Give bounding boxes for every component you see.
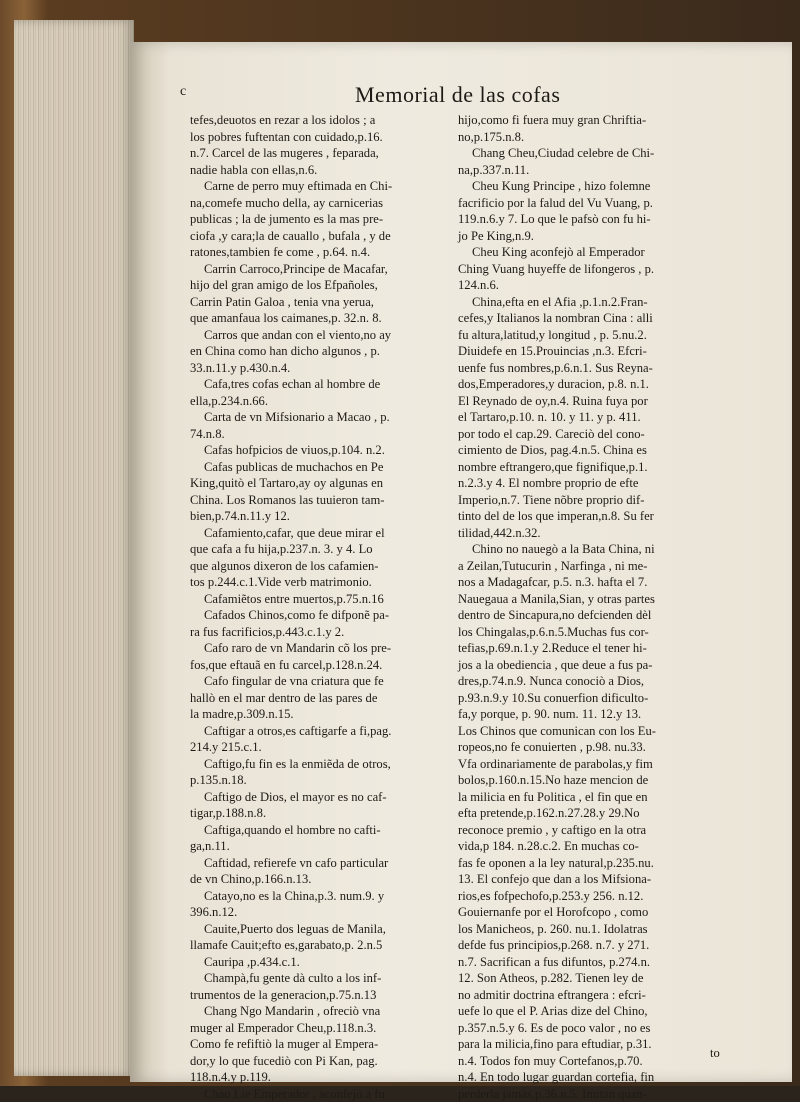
text-line: hallò en el mar dentro de las pares de bbox=[190, 690, 428, 707]
text-line: los Chingalas,p.6.n.5.Muchas fus cor- bbox=[458, 624, 696, 641]
text-line: Carros que andan con el viento,no ay bbox=[190, 327, 428, 344]
text-line: 396.n.12. bbox=[190, 904, 428, 921]
text-line: cefes,y Italianos la nombran Cina : alli bbox=[458, 310, 696, 327]
text-line: ciofa ,y cara;la de cauallo , bufala , y de bbox=[190, 228, 428, 245]
text-line: ella,p.234.n.66. bbox=[190, 393, 428, 410]
text-line: Diuidefe en 15.Prouincias ,n.3. Efcri- bbox=[458, 343, 696, 360]
text-line: Catayo,no es la China,p.3. num.9. y bbox=[190, 888, 428, 905]
text-line: cimiento de Dios, pag.4.n.5. China es bbox=[458, 442, 696, 459]
text-line: n.7. Sacrifican a fus difuntos, p.274.n. bbox=[458, 954, 696, 971]
text-line: Vfa ordinariamente de parabolas,y fim bbox=[458, 756, 696, 773]
text-line: ratones,tambien fe come , p.64. n.4. bbox=[190, 244, 428, 261]
text-line: n.4. En todo lugar guardan cortefia, fin bbox=[458, 1069, 696, 1086]
text-line: Cafo raro de vn Mandarin cõ los pre- bbox=[190, 640, 428, 657]
text-line: 214.y 215.c.1. bbox=[190, 739, 428, 756]
text-line: que algunos dixeron de los cafamien- bbox=[190, 558, 428, 575]
text-line: que amanfaua los caimanes,p. 32.n. 8. bbox=[190, 310, 428, 327]
text-line: Chang Ngo Mandarin , ofreciò vna bbox=[190, 1003, 428, 1020]
text-line: nadie habla con ellas,n.6. bbox=[190, 162, 428, 179]
text-line: na,comefe mucho della, ay carnicerias bbox=[190, 195, 428, 212]
text-line: dos,Emperadores,y duracion, p.8. n.1. bbox=[458, 376, 696, 393]
text-line: Como fe refiftiò la muger al Empera- bbox=[190, 1036, 428, 1053]
text-line: Cheu King aconfejò al Emperador bbox=[458, 244, 696, 261]
text-line: rios,es fofpechofo,p.253.y 256. n.12. bbox=[458, 888, 696, 905]
text-line: n.7. Carcel de las mugeres , feparada, bbox=[190, 145, 428, 162]
text-line: China. Los Romanos las tuuieron tam- bbox=[190, 492, 428, 509]
text-line: Cafo fingular de vna criatura que fe bbox=[190, 673, 428, 690]
text-line: jo Pe King,n.9. bbox=[458, 228, 696, 245]
text-line: reconoce premio , y caftigo en la otra bbox=[458, 822, 696, 839]
text-line: los Manicheos, p. 260. nu.1. Idolatras bbox=[458, 921, 696, 938]
page-mark: c bbox=[180, 84, 186, 100]
text-line: Caftigo de Dios, el mayor es no caf- bbox=[190, 789, 428, 806]
text-line: nombre eftrangero,que fignifique,p.1. bbox=[458, 459, 696, 476]
text-line: Cheu Kung Principe , hizo folemne bbox=[458, 178, 696, 195]
text-line: muger al Emperador Cheu,p.118.n.3. bbox=[190, 1020, 428, 1037]
text-line: facrificio por la falud del Vu Vuang, p. bbox=[458, 195, 696, 212]
text-line: tinto del de los que imperan,n.8. Su fer bbox=[458, 508, 696, 525]
catchword: to bbox=[710, 1046, 720, 1061]
running-header: Memorial de las cofas bbox=[355, 82, 560, 108]
text-line: de vn Chino,p.166.n.13. bbox=[190, 871, 428, 888]
text-line: uenfe fus nombres,p.6.n.1. Sus Reyna- bbox=[458, 360, 696, 377]
text-line: ga,n.11. bbox=[190, 838, 428, 855]
text-line: defde fus principios,p.268. n.7. y 271. bbox=[458, 937, 696, 954]
text-line: 33.n.11.y p.430.n.4. bbox=[190, 360, 428, 377]
text-line: Carne de perro muy eftimada en Chi- bbox=[190, 178, 428, 195]
text-line: Ching Vuang huyeffe de lifongeros , p. bbox=[458, 261, 696, 278]
text-line: en China como han dicho algunos , p. bbox=[190, 343, 428, 360]
text-line: bolos,p.160.n.15.No haze mencion de bbox=[458, 772, 696, 789]
text-line: China,efta en el Afia ,p.1.n.2.Fran- bbox=[458, 294, 696, 311]
left-column bbox=[190, 112, 428, 1102]
page-edges bbox=[14, 20, 134, 1076]
text-line: Cauripa ,p.434.c.1. bbox=[190, 954, 428, 971]
text-line: Gouiernanfe por el Horofcopo , como bbox=[458, 904, 696, 921]
text-line: Caftidad, refierefe vn cafo particular bbox=[190, 855, 428, 872]
text-line: Chao Lie Emperador , aconfejò a fu bbox=[190, 1086, 428, 1102]
text-line: 12. Son Atheos, p.282. Tienen ley de bbox=[458, 970, 696, 987]
text-line: Chang Cheu,Ciudad celebre de Chi- bbox=[458, 145, 696, 162]
text-line: n.2.3.y 4. El nombre proprio de efte bbox=[458, 475, 696, 492]
text-line: tos p.244.c.1.Vide verb matrimonio. bbox=[190, 574, 428, 591]
text-line: llamafe Cauit;efto es,garabato,p. 2.n.5 bbox=[190, 937, 428, 954]
text-line: Cafamiento,cafar, que deue mirar el bbox=[190, 525, 428, 542]
text-line: los pobres fuftentan con cuidado,p.16. bbox=[190, 129, 428, 146]
text-line: dor,y lo que fucediò con Pi Kan, pag. bbox=[190, 1053, 428, 1070]
text-line: hijo,como fi fuera muy gran Chriftia- bbox=[458, 112, 696, 129]
text-line: no admitir doctrina eftrangera : efcri- bbox=[458, 987, 696, 1004]
text-line: que cafa a fu hija,p.237.n. 3. y 4. Lo bbox=[190, 541, 428, 558]
text-line: Carta de vn Mifsionario a Macao , p. bbox=[190, 409, 428, 426]
text-line: ropeos,no fe conuierten , p.98. nu.33. bbox=[458, 739, 696, 756]
text-line: fas fe oponen a la ley natural,p.235.nu. bbox=[458, 855, 696, 872]
text-line: Nauegaua a Manila,Sian, y otras partes bbox=[458, 591, 696, 608]
text-line: 118.n.4.y p.119. bbox=[190, 1069, 428, 1086]
text-line: El Reynado de oy,n.4. Ruina fuya por bbox=[458, 393, 696, 410]
text-line: Cafados Chinos,como fe difponẽ pa- bbox=[190, 607, 428, 624]
text-line: na,p.337.n.11. bbox=[458, 162, 696, 179]
text-line: dentro de Sincapura,no defcienden dèl bbox=[458, 607, 696, 624]
text-line: tilidad,442.n.32. bbox=[458, 525, 696, 542]
text-line: Imperio,n.7. Tiene nõbre proprio dif- bbox=[458, 492, 696, 509]
text-line: jos a la obediencia , que deue a fus pa- bbox=[458, 657, 696, 674]
text-line: p.93.n.9.y 10.Su conuerfion dificulto- bbox=[458, 690, 696, 707]
text-line: 13. El confejo que dan a los Mifsiona- bbox=[458, 871, 696, 888]
text-line: uefe lo que el P. Arias dize del Chino, bbox=[458, 1003, 696, 1020]
text-line: Cafamiẽtos entre muertos,p.75.n.16 bbox=[190, 591, 428, 608]
text-line: la milicia en fu Politica , el fin que en bbox=[458, 789, 696, 806]
text-line: bien,p.74.n.11.y 12. bbox=[190, 508, 428, 525]
text-line: tefes,deuotos en rezar a los idolos ; a bbox=[190, 112, 428, 129]
text-line: Cafa,tres cofas echan al hombre de bbox=[190, 376, 428, 393]
text-line: tefias,p.69.n.1.y 2.Reduce el tener hi- bbox=[458, 640, 696, 657]
text-line: fos,que eftauã en fu carcel,p.128.n.24. bbox=[190, 657, 428, 674]
right-column bbox=[458, 112, 696, 1102]
text-line: Caftigo,fu fin es la enmiẽda de otros, bbox=[190, 756, 428, 773]
text-line: Cafas publicas de muchachos en Pe bbox=[190, 459, 428, 476]
text-line: Cauite,Puerto dos leguas de Manila, bbox=[190, 921, 428, 938]
text-line: Los Chinos que comunican con los Eu- bbox=[458, 723, 696, 740]
text-line: Chino no nauegò a la Bata China, ni bbox=[458, 541, 696, 558]
text-line: tigar,p.188.n.8. bbox=[190, 805, 428, 822]
text-line: la madre,p.309.n.15. bbox=[190, 706, 428, 723]
text-line: p.135.n.18. bbox=[190, 772, 428, 789]
text-line: p.357.n.5.y 6. Es de poco valor , no es bbox=[458, 1020, 696, 1037]
text-line: n.4. Todos fon muy Cortefanos,p.70. bbox=[458, 1053, 696, 1070]
text-line: Carrin Carroco,Principe de Macafar, bbox=[190, 261, 428, 278]
text-line: a Zeilan,Tutucurin , Narfinga , ni me- bbox=[458, 558, 696, 575]
text-line: ra fus facrificios,p.443.c.1.y 2. bbox=[190, 624, 428, 641]
text-line: 119.n.6.y 7. Lo que le pafsò con fu hi- bbox=[458, 211, 696, 228]
text-line: no,p.175.n.8. bbox=[458, 129, 696, 146]
text-line: dres,p.74.n.9. Nunca conociò a Dios, bbox=[458, 673, 696, 690]
text-line: King,quitò el Tartaro,ay oy algunas en bbox=[190, 475, 428, 492]
text-line: 74.n.8. bbox=[190, 426, 428, 443]
text-line: trumentos de la generacion,p.75.n.13 bbox=[190, 987, 428, 1004]
text-line: fu altura,latitud,y longitud , p. 5.nu.2. bbox=[458, 327, 696, 344]
text-line: efta pretende,p.162.n.27.28.y 29.No bbox=[458, 805, 696, 822]
text-line: fa,y porque, p. 90. num. 11. 12.y 13. bbox=[458, 706, 696, 723]
book-page bbox=[130, 42, 792, 1082]
text-line: Caftiga,quando el hombre no cafti- bbox=[190, 822, 428, 839]
text-line: Champà,fu gente dà culto a los inf- bbox=[190, 970, 428, 987]
text-line: el Tartaro,p.10. n. 10. y 11. y p. 411. bbox=[458, 409, 696, 426]
text-line: Carrin Patin Galoa , tenia vna yerua, bbox=[190, 294, 428, 311]
text-line: hijo del gran amigo de los Efpañoles, bbox=[190, 277, 428, 294]
text-line: por todo el cap.29. Careciò del cono- bbox=[458, 426, 696, 443]
text-line: perderla jamàs,p.36.n.5. Imitan quan- bbox=[458, 1086, 696, 1102]
text-line: nos a Madagafcar, p.5. n.3. hafta el 7. bbox=[458, 574, 696, 591]
text-line: 124.n.6. bbox=[458, 277, 696, 294]
text-line: Caftigar a otros,es caftigarfe a fi,pag. bbox=[190, 723, 428, 740]
text-line: Cafas hofpicios de viuos,p.104. n.2. bbox=[190, 442, 428, 459]
text-line: publicas ; la de jumento es la mas pre- bbox=[190, 211, 428, 228]
text-line: vida,p 184. n.28.c.2. En muchas co- bbox=[458, 838, 696, 855]
text-line: para la milicia,fino para eftudiar, p.31. bbox=[458, 1036, 696, 1053]
